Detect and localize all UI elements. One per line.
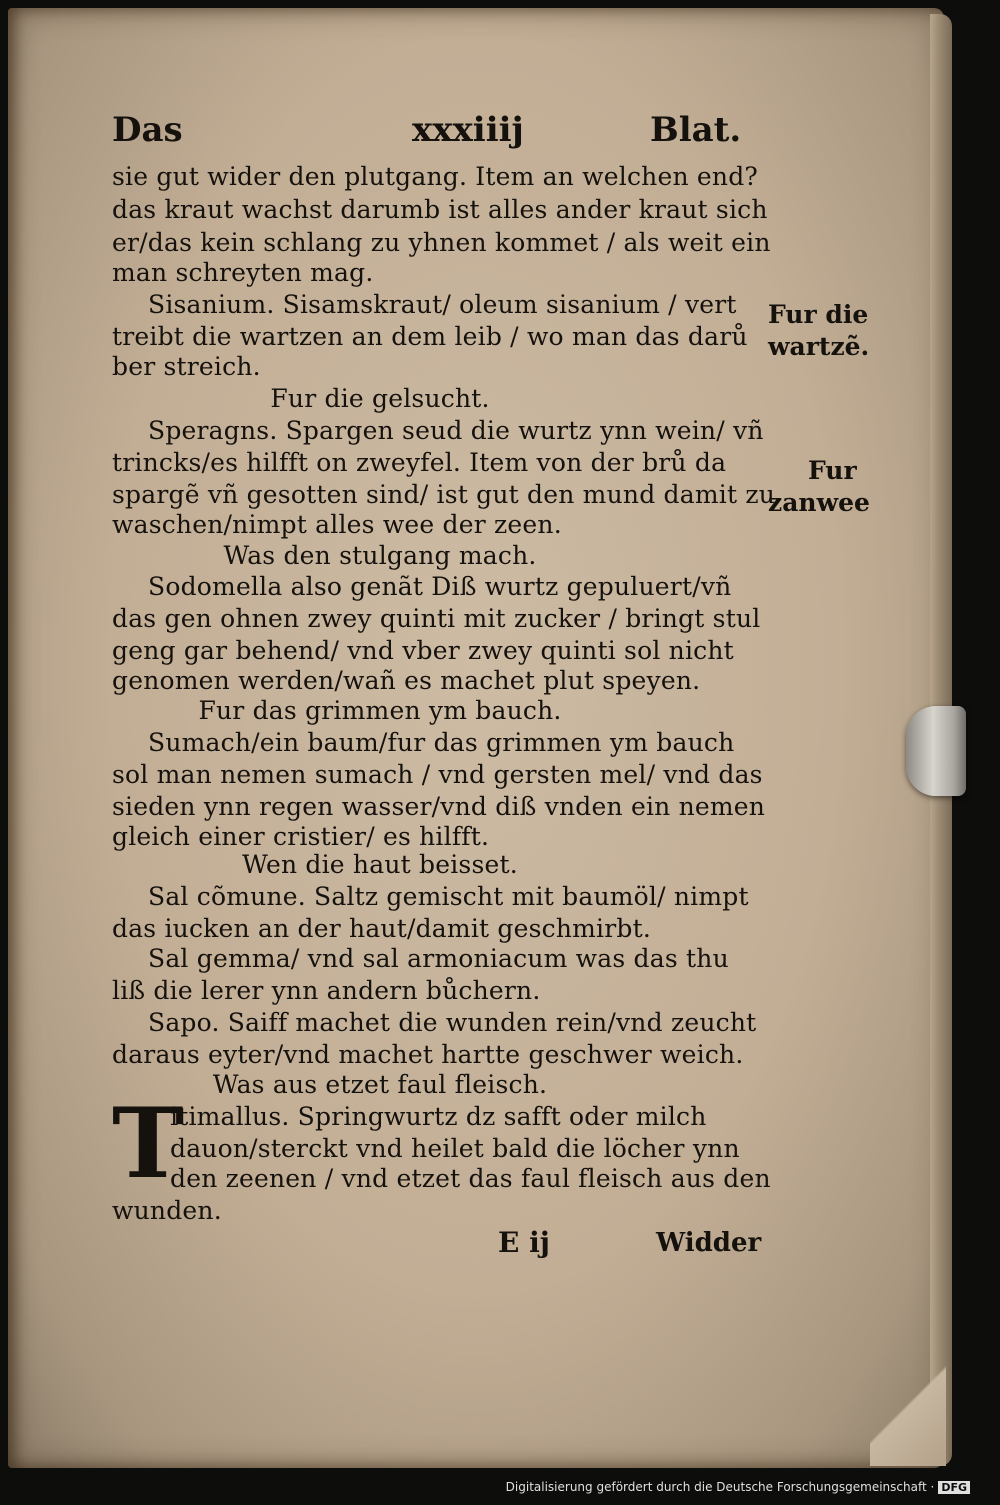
digitization-credit	[506, 1480, 970, 1494]
text-line: Sumach/ein baum/fur das grimmen ym bauch	[148, 728, 735, 757]
text-line: das iucken an der haut/damit geschmirbt.	[112, 914, 651, 943]
margin-note: zanwee	[768, 488, 870, 517]
header-folio: xxxiiij	[412, 110, 524, 150]
drop-initial: T	[112, 1087, 184, 1200]
text-line: Sal cõmune. Saltz gemischt mit baumöl/ nimpt	[148, 882, 749, 911]
text-line: Sal gemma/ vnd sal armoniacum was das thu	[148, 944, 729, 973]
text-line: sol man nemen sumach / vnd gersten mel/ vnd das	[112, 760, 763, 789]
text-line: sie gut wider den plutgang. Item an welchen end?	[112, 162, 759, 191]
text-line: treibt die wartzen an dem leib / wo man das darů	[112, 322, 748, 351]
text-line: liß die lerer ynn andern bůchern.	[112, 976, 541, 1005]
header-left: Das	[112, 110, 183, 150]
text-line: ber streich.	[112, 352, 261, 381]
text-line: das gen ohnen zwey quinti mit zucker / bringt stul	[112, 604, 761, 633]
section-heading: Was den stulgang mach.	[223, 541, 537, 570]
margin-note: wartzẽ.	[768, 332, 870, 361]
page-clip	[906, 706, 966, 796]
header-right: Blat.	[650, 110, 742, 150]
text-line: gleich einer cristier/ es hilfft.	[112, 822, 490, 851]
margin-note: Fur die	[768, 300, 869, 329]
signature-mark: E ij	[498, 1226, 550, 1259]
text-line: Sisanium. Sisamskraut/ oleum sisanium / vert	[148, 290, 737, 319]
text-line: Sodomella also genãt Diß wurtz gepuluert/vñ	[148, 572, 732, 601]
text-line: Speragns. Spargen seud die wurtz ynn wein/ vñ	[148, 416, 764, 445]
text-line: dauon/sterckt vnd heilet bald die löcher ynn	[170, 1134, 740, 1163]
section-heading: Was aus etzet faul fleisch.	[212, 1070, 548, 1099]
text-line: er/das kein schlang zu yhnen kommet / als weit ein	[112, 228, 771, 257]
corner-fold	[870, 1348, 946, 1466]
text-line: sieden ynn regen wasser/vnd diß vnden ein nemen	[112, 792, 766, 821]
credit-text: Digitalisierung gefördert durch die Deutsche Forschungsgemeinschaft ·	[505, 1480, 935, 1494]
text-line: den zeenen / vnd etzet das faul fleisch aus den	[170, 1164, 771, 1193]
dfg-logo: DFG	[938, 1481, 970, 1494]
margin-note: Fur	[808, 456, 857, 485]
text-line: geng gar behend/ vnd vber zwey quinti sol nicht	[112, 636, 734, 665]
text-line: genomen werden/wañ es machet plut speyen.	[112, 666, 701, 695]
text-line: das kraut wachst darumb ist alles ander kraut sich	[112, 195, 768, 224]
text-line: man schreyten mag.	[112, 258, 374, 287]
section-heading: Fur die gelsucht.	[270, 384, 490, 413]
section-heading: Fur das grimmen ym bauch.	[198, 696, 562, 725]
catchword: Widder	[656, 1228, 762, 1258]
text-line: Sapo. Saiff machet die wunden rein/vnd zeucht	[148, 1008, 757, 1037]
section-heading: Wen die haut beisset.	[242, 850, 518, 879]
text-line: daraus eyter/vnd machet hartte geschwer weich.	[112, 1040, 744, 1069]
text-line: waschen/nimpt alles wee der zeen.	[112, 510, 562, 539]
text-line: spargẽ vñ gesotten sind/ ist gut den mund damit zu	[112, 480, 776, 509]
text-line: wunden.	[112, 1196, 222, 1225]
text-line: itimallus. Springwurtz dz safft oder milch	[170, 1102, 707, 1131]
text-line: trincks/es hilfft on zweyfel. Item von der brů da	[112, 448, 727, 477]
